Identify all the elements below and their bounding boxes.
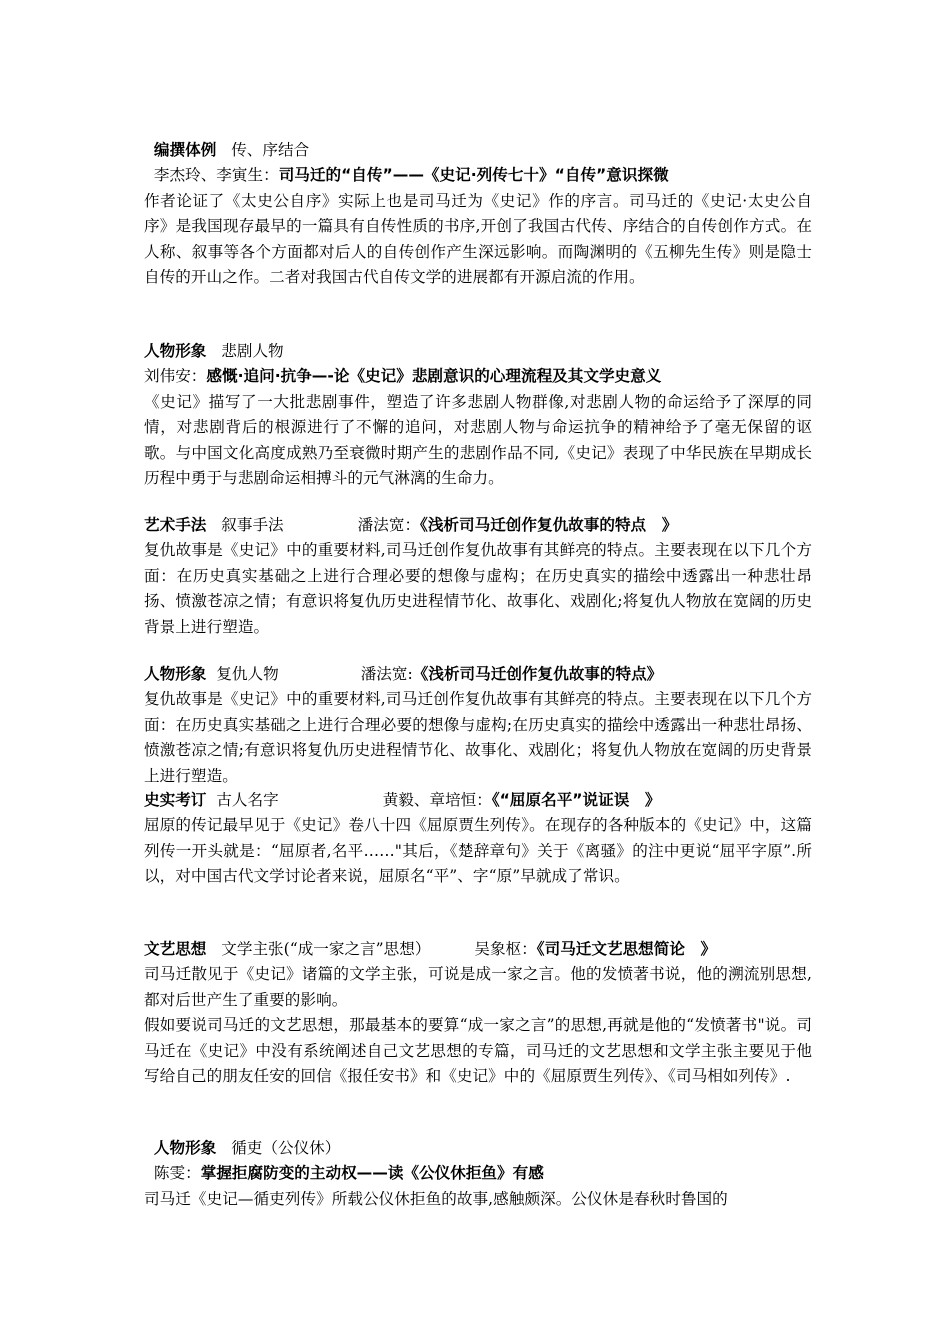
topic-label: 悲剧人物 — [221, 342, 284, 360]
topic-label: 文学主张(“成一家之言”思想） — [221, 940, 431, 958]
category-label: 人物形象 — [144, 342, 207, 360]
section-heading — [144, 662, 812, 687]
section-heading — [144, 937, 812, 962]
section-1 — [144, 138, 812, 290]
author-name: 陈雯： — [153, 1164, 201, 1183]
section-heading — [144, 1136, 812, 1161]
author-name: 李杰玲、李寅生： — [153, 166, 279, 185]
summary-paragraph: 屈原的传记最早见于《史记》卷八十四《屈原贾生列传》。在现存的各种版本的《史记》中，这篇列传一开头就是：“屈原者,名平……"其后，《楚辞章句》关于《离骚》的注中更说“屈平字原”.所以，对中国古代文学讨论者来说，屈原名“平”、字“原”早就成了常识。 — [144, 816, 812, 886]
category-label: 艺术手法 — [144, 516, 207, 534]
section-7 — [144, 1136, 812, 1212]
author-name: 黄毅、章培恒： — [382, 791, 492, 809]
source-line — [144, 163, 812, 188]
summary-paragraph: 作者论证了《太史公自序》实际上也是司马迁为《史记》作的序言。司马迁的《史记·太史公自序》是我国现存最早的一篇具有自传性质的书序,开创了我国古代传、序结合的自传创作方式。在人称、叙事等各个方面都对后人的自传创作产生深远影响。而陶渊明的《五柳先生传》则是隐士自传的开山之作。二者对我国古代自传文学的进展都有开源启流的作用。 — [144, 191, 812, 287]
article-title: 掌握拒腐防变的主动权——读《公仪休拒鱼》有感 — [200, 1164, 544, 1183]
section-heading — [144, 138, 812, 163]
category-label: 史实考订 — [144, 791, 207, 809]
topic-label: 叙事手法 — [221, 516, 284, 534]
article-title: 《浅析司马迁创作复仇故事的特点 》 — [420, 516, 678, 534]
section-5 — [144, 788, 812, 890]
section-4 — [144, 662, 812, 789]
category-label: 人物形象 — [144, 665, 207, 683]
summary-paragraph: 《史记》描写了一大批悲剧事件，塑造了许多悲剧人物群像,对悲剧人物的命运给予了深厚的同情，对悲剧背后的根源进行了不懈的追问，对悲剧人物与命运抗争的精神给予了毫无保留的讴歌。与中国文化高度成熟乃至衰微时期产生的悲剧作品不同,《史记》表现了中华民族在早期成长历程中勇于与悲剧命运相搏斗的元气淋漓的生命力。 — [144, 392, 812, 488]
topic-label: 古人名字 — [216, 791, 279, 809]
category-label: 文艺思想 — [144, 940, 207, 958]
summary-paragraph: 司马迁《史记—循吏列传》所载公仪休拒鱼的故事,感触颇深。公仪休是春秋时鲁国的 — [144, 1189, 728, 1208]
summary-paragraph: 复仇故事是《史记》中的重要材料,司马迁创作复仇故事有其鲜亮的特点。主要表现在以下几个方面：在历史真实基础之上进行合理必要的想像与虚构；在历史真实的描绘中透露出一种悲壮昂扬、愤激苍凉之情；有意识将复仇历史进程情节化、故事化、戏剧化;将复仇人物放在宽阔的历史背景上进行塑造。 — [144, 541, 812, 636]
section-heading — [144, 788, 812, 813]
summary-paragraph: 司马迁散见于《史记》诸篇的文学主张，可说是成一家之言。他的发愤著书说，他的溯流别思想,都对后世产生了重要的影响。 — [144, 965, 812, 1009]
category-label: 编撰体例 — [153, 141, 217, 159]
topic-label: 循吏（公仪休） — [231, 1139, 341, 1157]
article-title: 《司马迁文艺思想简论 》 — [536, 940, 717, 958]
summary-paragraph: 复仇故事是《史记》中的重要材料,司马迁创作复仇故事有其鲜亮的特点。主要表现在以下几个方面：在历史真实基础之上进行合理必要的想像与虚构;在历史真实的描绘中透露出一种悲壮昂扬、愤激苍凉之情;有意识将复仇历史进程情节化、故事化、戏剧化；将复仇人物放在宽阔的历史背景上进行塑造。 — [144, 690, 812, 785]
source-line — [144, 1161, 812, 1186]
section-heading — [144, 339, 812, 364]
article-title: 《浅析司马迁创作复仇故事的特点》 — [412, 665, 663, 683]
article-title: 《“屈原名平”说证误 》 — [491, 791, 661, 809]
category-label: 人物形象 — [153, 1139, 217, 1157]
author-name: 潘法宽： — [357, 516, 421, 534]
topic-label: 传、序结合 — [231, 141, 310, 159]
summary-paragraph-2: 假如要说司马迁的文艺思想，那最基本的要算“成一家之言”的思想,再就是他的“发愤著书"说。司马迁在《史记》中没有系统阐述自己文艺思想的专篇，司马迁的文艺思想和文学主张主要见于他写给自己的朋友任安的回信《报任安书》和《史记》中的《屈原贾生列传》、《司马相如列传》. — [144, 1016, 812, 1086]
source-line — [144, 364, 812, 389]
article-title: 司马迁的“自传”——《史记·列传七十》“自传”意识探微 — [278, 166, 669, 185]
section-3 — [144, 513, 812, 640]
author-name: 吴象枢： — [474, 940, 537, 958]
section-2 — [144, 339, 812, 491]
section-6 — [144, 937, 812, 1089]
author-name: 刘伟安： — [144, 367, 207, 386]
topic-label: 复仇人物 — [216, 665, 279, 683]
article-title: 感慨·追问·抗争—-论《史记》悲剧意识的心理流程及其文学史意义 — [206, 367, 662, 386]
author-name: 潘法宽: — [360, 665, 413, 683]
section-heading — [144, 513, 812, 538]
